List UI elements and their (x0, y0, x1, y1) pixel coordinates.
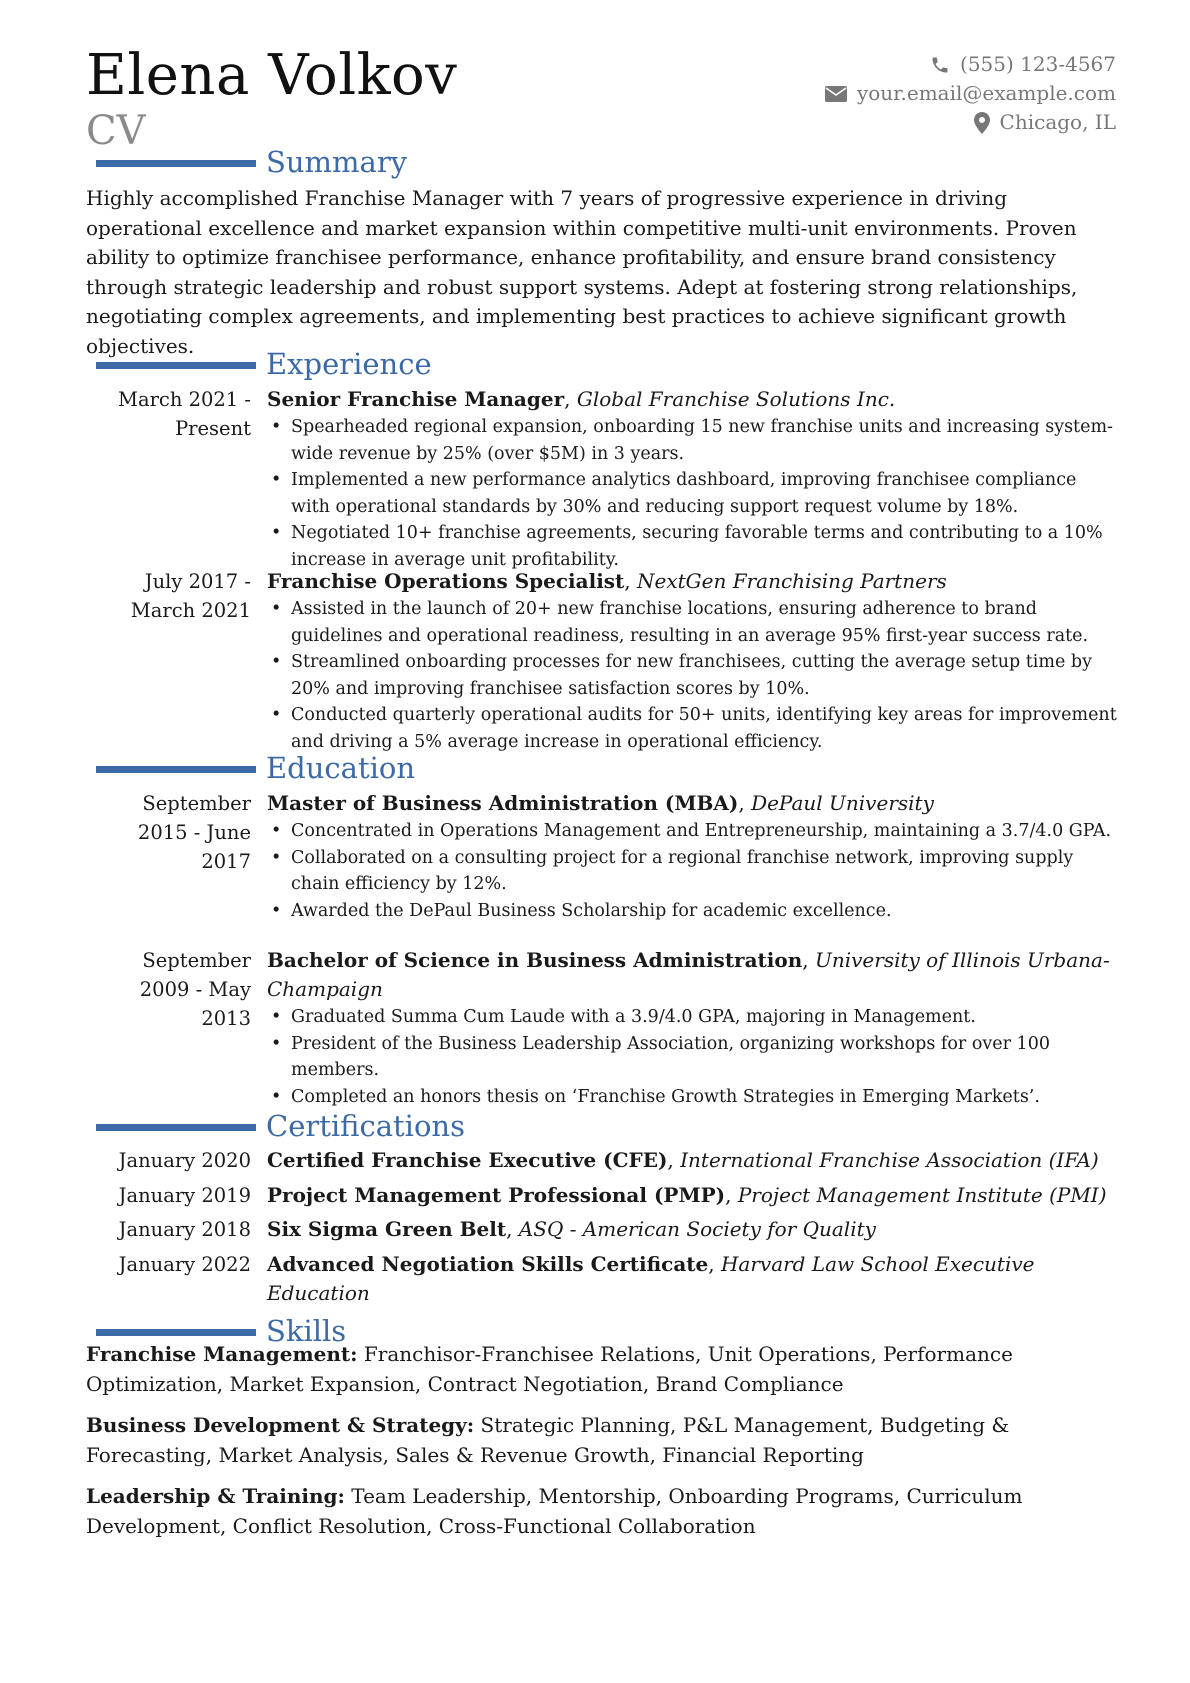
issuer: Harvard Law School Executive Education (267, 1252, 1035, 1305)
person-name: Elena Volkov (86, 43, 458, 108)
entry-date: January 2022 (118, 1253, 251, 1276)
institution: University of Illinois Urbana-Champaign (267, 948, 1110, 1001)
section-accent-bar (96, 362, 256, 369)
list-item: • Concentrated in Operations Management and Entrepreneurship, maintaining a 3.7/4.0 GPA. (267, 818, 1117, 845)
list-item: • Completed an honors thesis on ‘Franchise Growth Strategies in Emerging Markets’. (267, 1084, 1117, 1111)
entry-heading: Advanced Negotiation Skills Certificate, Harvard Law School Executive Education (267, 1252, 1035, 1305)
entry-heading: Six Sigma Green Belt, ASQ - American Society for Quality (267, 1217, 876, 1241)
phone-icon (930, 55, 950, 75)
entry-heading: Bachelor of Science in Business Administration, University of Illinois Urbana-Champaign (267, 948, 1110, 1001)
section-accent-bar (96, 1124, 256, 1131)
cert-title: Certified Franchise Executive (CFE) (267, 1148, 668, 1172)
job-title: Franchise Operations Specialist (267, 569, 625, 593)
entry-date: September 2009 - May 2013 (139, 949, 251, 1030)
entry-date: January 2019 (118, 1184, 251, 1207)
bullet-list (267, 596, 1117, 755)
institution: DePaul University (751, 791, 934, 815)
skill-category: Business Development & Strategy: (86, 1413, 475, 1437)
employer: NextGen Franchising Partners (637, 569, 947, 593)
section-title: Experience (266, 347, 432, 381)
list-item: • President of the Business Leadership Association, organizing workshops for over 100 members. (267, 1031, 1117, 1084)
employer: Global Franchise Solutions Inc. (576, 387, 896, 411)
section-title: Summary (266, 145, 408, 179)
list-item: • Negotiated 10+ franchise agreements, securing favorable terms and contributing to a 10% increase in average unit profitability. (267, 520, 1117, 573)
bullet-list (267, 1004, 1117, 1110)
summary-section-header (86, 143, 1116, 183)
email-address[interactable]: your.email@example.com (856, 81, 1116, 105)
cert-title: Advanced Negotiation Skills Certificate (267, 1252, 709, 1276)
skill-category: Leadership & Training: (86, 1484, 345, 1508)
skill-category: Franchise Management: (86, 1342, 358, 1366)
phone-number[interactable]: (555) 123-4567 (960, 52, 1116, 76)
section-title: Education (266, 751, 416, 785)
skill-group (86, 1340, 1116, 1399)
degree-title: Bachelor of Science in Business Administration (267, 948, 803, 972)
entry-date: July 2017 - March 2021 (130, 570, 251, 622)
issuer: ASQ - American Society for Quality (518, 1217, 876, 1241)
envelope-icon (825, 86, 847, 102)
section-accent-bar (96, 1329, 256, 1336)
entry-date: January 2018 (118, 1218, 251, 1241)
entry-heading: Senior Franchise Manager, Global Franchise Solutions Inc. (267, 387, 896, 411)
job-title: Senior Franchise Manager (267, 387, 565, 411)
list-item: • Assisted in the launch of 20+ new franchise locations, ensuring adherence to brand guidelines and operational readiness, resulting in an average 95% first-year success rate. (267, 596, 1117, 649)
entry-date: September 2015 - June 2017 (137, 792, 251, 873)
skill-list: Franchisor-Franchisee Relations, Unit Operations, Performance Optimization, Market Expansion, Contract Negotiation, Brand Compliance (86, 1342, 1013, 1396)
summary-text: Highly accomplished Franchise Manager with 7 years of progressive experience in driving operational excellence and market expansion within competitive multi-unit environments. Proven ability to optimize franchisee performance, enhance profitability, and ensure brand consistency through strategic leadership and robust support systems. Adept at fostering strong relationships, negotiating complex agreements, and implementing best practices to achieve significant growth objectives. (86, 186, 1078, 358)
list-item: • Graduated Summa Cum Laude with a 3.9/4.0 GPA, majoring in Management. (267, 1004, 1117, 1031)
phone-row (825, 50, 1116, 79)
education-section-header (86, 749, 1116, 789)
email-row (825, 79, 1116, 108)
list-item: • Collaborated on a consulting project for a regional franchise network, improving supply chain efficiency by 12%. (267, 845, 1117, 898)
skill-group (86, 1411, 1116, 1470)
list-item: • Implemented a new performance analytics dashboard, improving franchisee compliance with operational standards by 30% and reducing support request volume by 18%. (267, 467, 1117, 520)
list-item: • Streamlined onboarding processes for new franchisees, cutting the average setup time by 20% and improving franchisee satisfaction scores by 10%. (267, 649, 1117, 702)
location-row (825, 108, 1116, 137)
list-item: • Awarded the DePaul Business Scholarship for academic excellence. (267, 898, 1117, 925)
issuer: Project Management Institute (PMI) (737, 1183, 1107, 1207)
section-title: Certifications (266, 1109, 465, 1143)
issuer: International Franchise Association (IFA) (680, 1148, 1099, 1172)
entry-heading: Master of Business Administration (MBA), DePaul University (267, 791, 934, 815)
entry-heading: Certified Franchise Executive (CFE), International Franchise Association (IFA) (267, 1148, 1099, 1172)
cert-title: Project Management Professional (PMP) (267, 1183, 726, 1207)
certifications-section-header (86, 1107, 1116, 1147)
section-accent-bar (96, 766, 256, 773)
section-title: Skills (266, 1314, 347, 1348)
skill-list: Team Leadership, Mentorship, Onboarding Programs, Curriculum Development, Conflict Resolution, Cross-Functional Collaboration (86, 1484, 1023, 1538)
bullet-list (267, 414, 1117, 573)
list-item: • Spearheaded regional expansion, onboarding 15 new franchise units and increasing system-wide revenue by 25% (over $5M) in 3 years. (267, 414, 1117, 467)
document-subtitle: CV (86, 108, 146, 154)
experience-section-header (86, 345, 1116, 385)
skill-list: Strategic Planning, P&L Management, Budgeting & Forecasting, Market Analysis, Sales & Revenue Growth, Financial Reporting (86, 1413, 1010, 1467)
section-accent-bar (96, 160, 256, 167)
entry-date: January 2020 (118, 1149, 251, 1172)
degree-title: Master of Business Administration (MBA) (267, 791, 739, 815)
entry-heading: Project Management Professional (PMP), Project Management Institute (PMI) (267, 1183, 1107, 1207)
map-pin-icon (974, 112, 990, 134)
entry-heading: Franchise Operations Specialist, NextGen Franchising Partners (267, 569, 947, 593)
entry-date: March 2021 - Present (117, 388, 251, 440)
list-item: • Conducted quarterly operational audits for 50+ units, identifying key areas for improvement and driving a 5% average increase in operational efficiency. (267, 702, 1117, 755)
contact-block (825, 50, 1116, 137)
cert-title: Six Sigma Green Belt (267, 1217, 507, 1241)
skill-group (86, 1482, 1116, 1541)
location-text: Chicago, IL (999, 110, 1116, 134)
bullet-list (267, 818, 1117, 924)
